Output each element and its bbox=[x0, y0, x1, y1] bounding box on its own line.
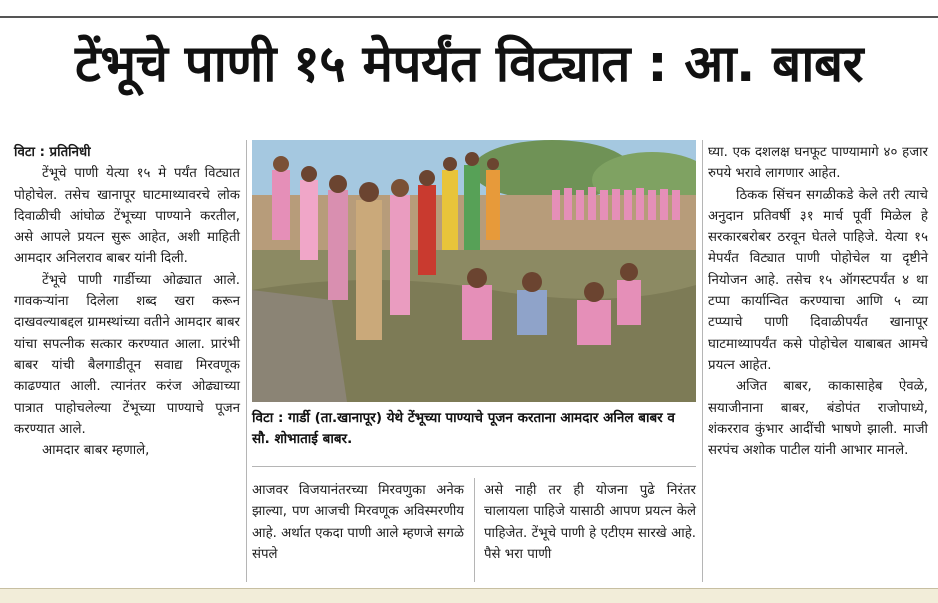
paragraph: आमदार बाबर म्हणाले, bbox=[42, 443, 150, 459]
bottom-bar bbox=[0, 588, 938, 603]
paragraph: घ्या. एक दशलक्ष घनफूट पाण्यामागे ४० हजार रुपये भरावे लागणार आहेत. bbox=[708, 145, 928, 182]
paragraph: अजित बाबर, काकासाहेब ऐवळे, सयाजीनाना बाबर, बंडोपंत राजोपाध्ये, शंकरराव कुंभार आदींची भाषणे झाली. माजी सरपंच अशोक पाटील यांनी आभार मानले. bbox=[708, 379, 928, 459]
headline: टेंभूचे पाणी १५ मेपर्यंत विट्यात : आ. बाबर bbox=[75, 35, 863, 94]
news-photo bbox=[252, 140, 696, 402]
article-left-column bbox=[14, 142, 240, 582]
paragraph: टेंभूचे पाणी गार्डीच्या ओढ्यात आले. गावकऱ्यांना दिलेला शब्द खरा करून दाखवल्याबद्दल ग्रामस्थांच्या वतीने आमदार बाबर यांचा सपत्नीक सत्कार करण्यात आला. प्रारंभी बाबर यांची बैलगाडीतून सवाद्य मिरवणूक काढण्यात आली. त्यानंतर करंज ओढ्याच्या पात्रात पाहोचलेल्या टेंभूच्या पाण्याचे पूजन करण्यात आले. bbox=[14, 272, 240, 437]
paragraph: ठिकक सिंचन सगळीकडे केले तरी त्याचे अनुदान प्रतिवर्षी ३१ मार्च पूर्वी मिळेल हे सरकारबरोबर ठरवून घेतले पाहिजे. येत्या १५ मेपर्यंत विट्यात पाणी पोहोचेल या दृष्टीने नियोजन आहे. तसेच १५ ऑगस्टपर्यंत ४ था टप्पा कार्यान्वित करण्याचा आणि ५ व्या टप्प्याचे पाणी दिवाळीपर्यंत खानापूर घाटमाथ्यापर्यंत कसे पोहोचेल याबाबत आमचे प्रयत्न आहेत. bbox=[708, 187, 928, 373]
column-divider bbox=[702, 140, 703, 582]
caption-divider bbox=[252, 466, 696, 467]
photo-illustration bbox=[252, 140, 696, 402]
column-divider bbox=[246, 140, 247, 582]
paragraph: असे नाही तर ही योजना पुढे निरंतर चालायला पाहिजे यासाठी आपण प्रयत्न केले पाहिजेत. टेंभूचे पाणी हे एटीएम सारखे आहे. पैसे भरा पाणी bbox=[484, 483, 696, 562]
article-middle-column-2 bbox=[484, 480, 696, 580]
top-rule bbox=[0, 16, 938, 18]
photo-caption: विटा : गार्डी (ता.खानापूर) येथे टेंभूच्या पाण्याचे पूजन करताना आमदार अनिल बाबर व सौ. शोभाताई बाबर. bbox=[252, 410, 675, 447]
article-right-column bbox=[708, 142, 928, 582]
paragraph: टेंभूचे पाणी येत्या १५ मे पर्यंत विट्यात पोहोचेल. तसेच खानापूर घाटमाथ्यावरचे लोक दिवाळीची आंघोळ टेंभूच्या पाण्याने करतील, असे आपले प्रयत्न सुरू आहेत, अशी माहिती आमदार अनिलराव बाबर यांनी दिली. bbox=[14, 166, 240, 267]
article-middle-column-1 bbox=[252, 480, 464, 580]
column-divider bbox=[474, 478, 475, 582]
dateline: विटा : प्रतिनिधी bbox=[14, 145, 91, 160]
paragraph: आजवर विजयानंतरच्या मिरवणुका अनेक झाल्या, पण आजची मिरवणूक अविस्मरणीय आहे. अर्थात एकदा पाणी आले म्हणजे सगळे संपले bbox=[252, 483, 464, 562]
